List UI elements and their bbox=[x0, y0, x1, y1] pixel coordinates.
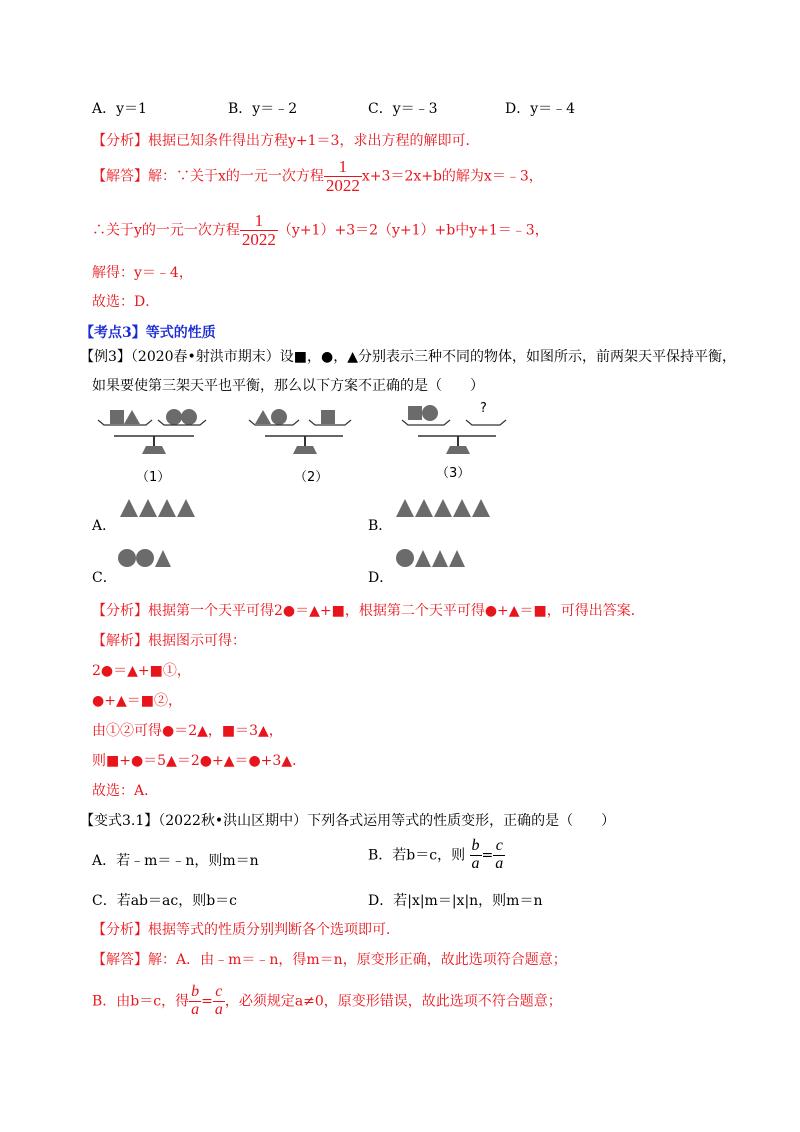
q2-stem-line1: 【例3】（2020春•射洪市期末）设■，●，▲分别表示三种不同的物体，如图所示，前两架天平保持平衡， bbox=[80, 349, 737, 365]
q1-line2-post: （y+1）+3＝2（y+1）+b中y+1＝﹣3， bbox=[277, 222, 549, 239]
q3-stem: 【变式3.1】（2022秋•洪山区期中）下列各式运用等式的性质变形，正确的是（ ） bbox=[80, 813, 616, 829]
balance-3-caption: （3） bbox=[436, 466, 471, 481]
circle-shape bbox=[271, 409, 287, 425]
q2-analysis: 【分析】根据第一个天平可得2●＝▲+■，根据第二个天平可得●+▲＝■，可得出答案． bbox=[92, 603, 645, 619]
q3-answer-b-pre: B．由b＝c，得 bbox=[92, 993, 190, 1010]
q3-opt-b bbox=[368, 838, 505, 873]
q1-answer-pre: 【解答】解：∵关于x的一元一次方程 bbox=[92, 168, 324, 185]
q3-opt-d: D．若|x|m＝|x|n，则m＝n bbox=[368, 893, 543, 909]
frac-denominator: a bbox=[214, 1000, 223, 1018]
square-shape bbox=[408, 406, 422, 420]
frac-denominator: a bbox=[191, 1000, 200, 1018]
q2-eq4: 则■+●＝5▲＝2●+▲＝●+3▲． bbox=[92, 753, 307, 769]
q3-answer-b-post: ，必须规定a≠0，原变形错误，故此选项不符合题意； bbox=[224, 993, 562, 1010]
frac-denominator: 2022 bbox=[325, 175, 360, 195]
q1-answer-post: x+3＝2x+b的解为x＝﹣3， bbox=[361, 168, 543, 185]
circle-shape bbox=[422, 405, 438, 421]
fraction bbox=[213, 984, 225, 1019]
q1-solve: 解得：y＝﹣4， bbox=[92, 265, 193, 281]
q1-answer-line bbox=[92, 158, 543, 195]
equals-sign: = bbox=[481, 847, 494, 864]
frac-denominator: a bbox=[471, 854, 480, 872]
frac-numerator: 1 bbox=[254, 211, 264, 230]
circle-shape bbox=[166, 409, 182, 425]
frac-numerator: b bbox=[471, 837, 480, 854]
frac-denominator: 2022 bbox=[241, 229, 276, 249]
q2-eq1: 2●＝▲+■①， bbox=[92, 663, 191, 679]
equals-sign: = bbox=[201, 993, 213, 1010]
fraction bbox=[189, 984, 201, 1019]
q2-opt-c-shapes bbox=[118, 546, 178, 570]
q2-opt-a-shapes bbox=[120, 496, 200, 520]
frac-denominator: a bbox=[495, 854, 504, 872]
option-c: C．y＝﹣3 bbox=[368, 101, 438, 117]
q3-opt-b-pre: B．若b＝c，则 bbox=[368, 847, 466, 864]
q1-line2 bbox=[92, 212, 549, 249]
fraction bbox=[324, 158, 362, 195]
q3-opt-c: C．若ab＝ac，则b＝c bbox=[92, 893, 238, 909]
q2-opt-d-label: D． bbox=[368, 570, 394, 586]
q2-opt-a-label: A． bbox=[92, 518, 117, 534]
triangle-shape bbox=[255, 410, 271, 424]
q3-answer-a: 【解答】解：A．由﹣m＝﹣n，得m＝n，原变形正确，故此选项符合题意； bbox=[92, 952, 567, 968]
frac-numerator: c bbox=[495, 837, 503, 854]
q2-eq3: 由①②可得●＝2▲，■＝3▲， bbox=[92, 723, 283, 739]
balance-1-caption: （1） bbox=[136, 470, 171, 485]
option-a: A．y＝1 bbox=[92, 101, 147, 117]
square-shape bbox=[321, 410, 335, 424]
q2-opt-c-label: C． bbox=[92, 570, 117, 586]
q2-explain: 【解析】根据图示可得： bbox=[92, 633, 246, 649]
square-shape bbox=[110, 410, 124, 424]
option-b: B．y＝﹣2 bbox=[228, 101, 298, 117]
frac-numerator: 1 bbox=[338, 157, 348, 176]
q1-line2-pre: ∴关于y的一元一次方程 bbox=[92, 222, 240, 239]
balance-2-caption: （2） bbox=[294, 470, 329, 485]
q1-analysis: 【分析】根据已知条件得出方程y+1＝3，求出方程的解即可． bbox=[92, 133, 480, 149]
section-title: 【考点3】等式的性质 bbox=[80, 325, 216, 341]
q2-choose: 故选：A． bbox=[92, 783, 159, 799]
option-d: D．y＝﹣4 bbox=[505, 101, 576, 117]
q3-analysis: 【分析】根据等式的性质分别判断各个选项即可． bbox=[92, 922, 400, 938]
q2-opt-d-shapes bbox=[396, 546, 476, 570]
q3-answer-b bbox=[92, 984, 562, 1019]
q2-opt-b-shapes bbox=[396, 496, 496, 520]
fraction bbox=[470, 838, 482, 873]
q3-opt-a: A．若﹣m＝﹣n，则m＝n bbox=[92, 853, 259, 869]
question-mark: ? bbox=[480, 401, 487, 416]
q2-opt-b-label: B． bbox=[368, 518, 393, 534]
frac-numerator: c bbox=[215, 983, 223, 1000]
circle-shape bbox=[181, 409, 197, 425]
q2-eq2: ●+▲＝■②， bbox=[92, 693, 182, 709]
frac-numerator: b bbox=[191, 983, 200, 1000]
q2-stem-line2: 如果要使第三架天平也平衡，那么以下方案不正确的是（ ） bbox=[92, 378, 484, 394]
fraction bbox=[493, 838, 505, 873]
triangle-shape bbox=[124, 410, 140, 424]
q1-choose: 故选：D． bbox=[92, 294, 160, 310]
fraction bbox=[240, 212, 278, 249]
